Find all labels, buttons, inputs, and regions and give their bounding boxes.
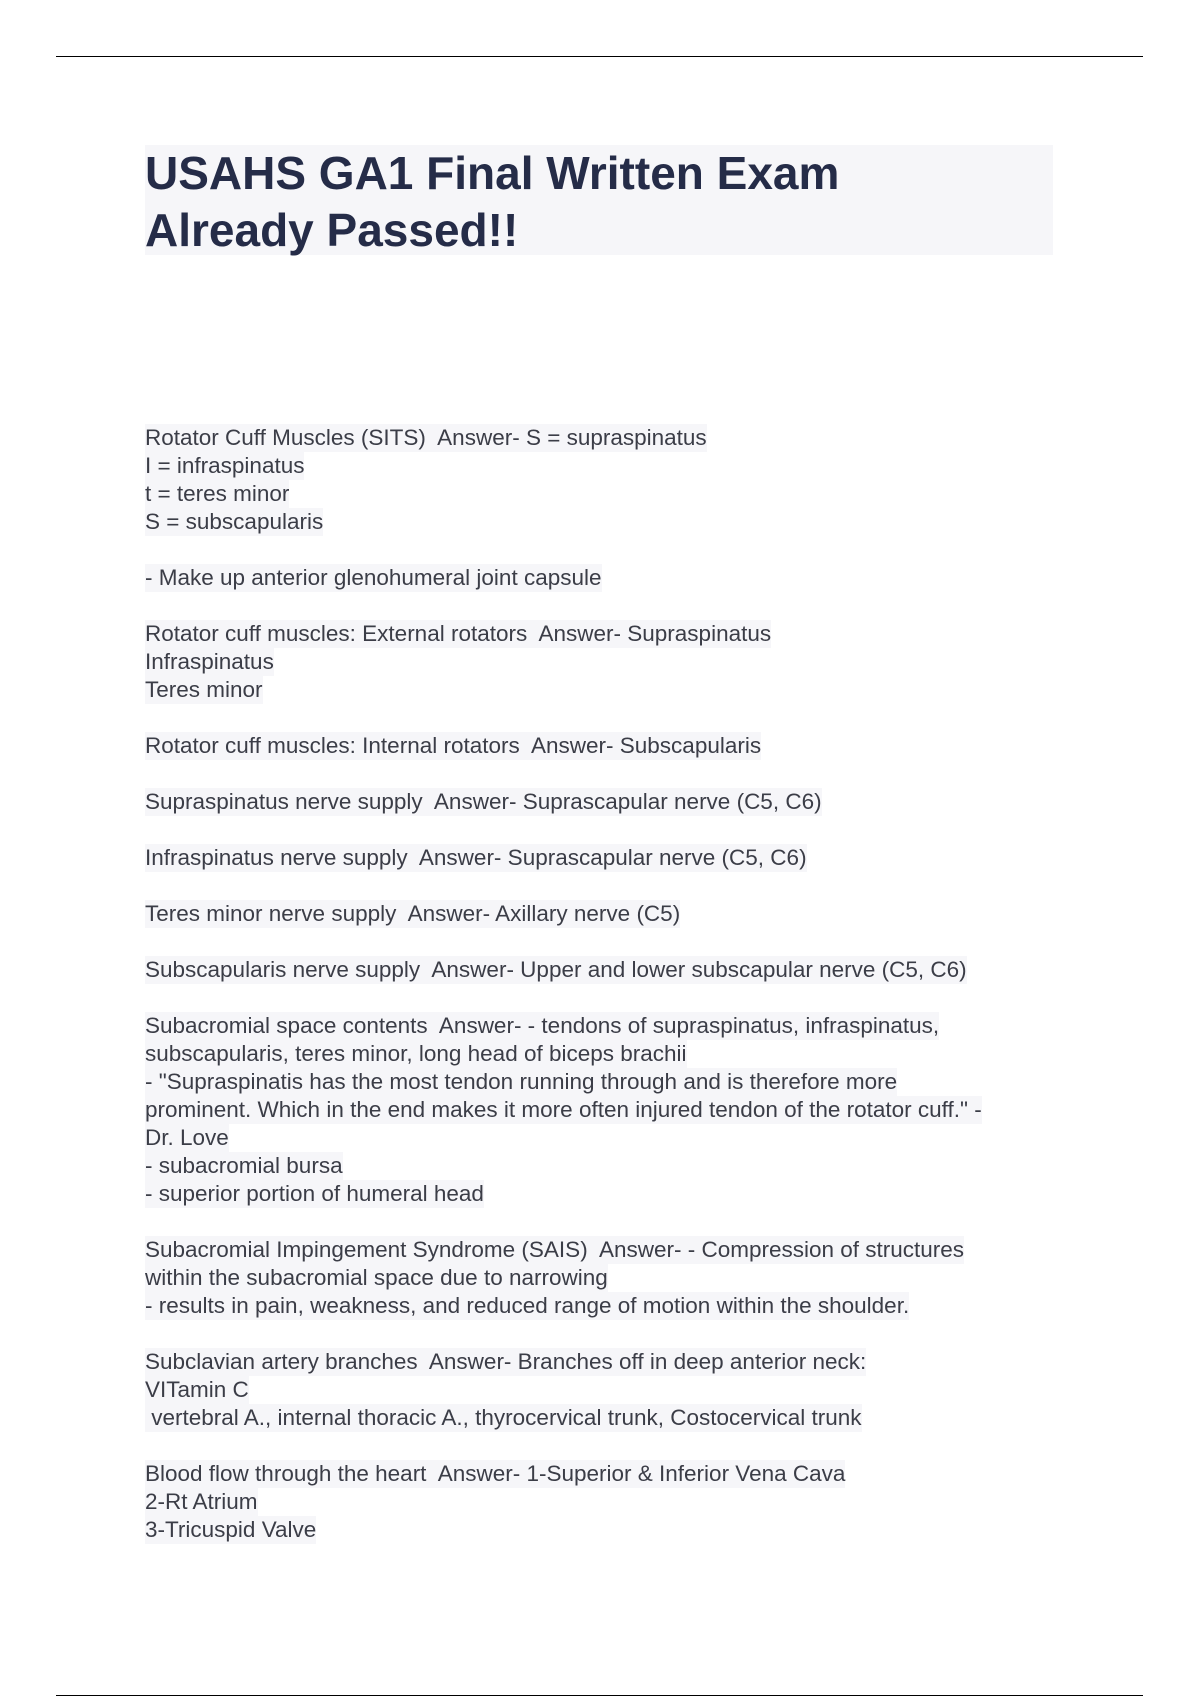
- entry-line: Teres minor: [145, 677, 263, 702]
- entry-line: Teres minor nerve supply Answer- Axillary nerve (C5): [145, 901, 681, 926]
- entry-line: 3-Tricuspid Valve: [145, 1517, 317, 1542]
- title-line-1: USAHS GA1 Final Written Exam: [145, 147, 840, 199]
- title-line-2: Already Passed!!: [145, 204, 519, 256]
- entry-line: Supraspinatus nerve supply Answer- Suprascapular nerve (C5, C6): [145, 789, 822, 814]
- qa-entry: [145, 956, 1075, 984]
- entry-line: Infraspinatus: [145, 649, 274, 674]
- entry-line: Rotator cuff muscles: External rotators Answer- Supraspinatus: [145, 621, 772, 646]
- qa-entry: [145, 1460, 1075, 1544]
- qa-entry: [145, 564, 1075, 592]
- page-title: [145, 145, 1053, 259]
- entry-line: Subacromial Impingement Syndrome (SAIS) Answer- - Compression of structures: [145, 1237, 965, 1262]
- qa-entry: [145, 900, 1075, 928]
- entry-line: - Make up anterior glenohumeral joint capsule: [145, 565, 602, 590]
- entry-line: Blood flow through the heart Answer- 1-Superior & Inferior Vena Cava: [145, 1461, 846, 1486]
- entry-line: Subscapularis nerve supply Answer- Upper and lower subscapular nerve (C5, C6): [145, 957, 967, 982]
- entry-line: 2-Rt Atrium: [145, 1489, 258, 1514]
- qa-entry: [145, 1236, 1075, 1320]
- entry-line: Subclavian artery branches Answer- Branches off in deep anterior neck:: [145, 1349, 867, 1374]
- entry-line: prominent. Which in the end makes it more often injured tendon of the rotator cuff." -: [145, 1097, 982, 1122]
- qa-entry: [145, 620, 1075, 704]
- document-body: [145, 424, 1075, 1572]
- entry-line: Rotator Cuff Muscles (SITS) Answer- S = supraspinatus: [145, 425, 707, 450]
- entry-line: Infraspinatus nerve supply Answer- Suprascapular nerve (C5, C6): [145, 845, 807, 870]
- entry-line: - subacromial bursa: [145, 1153, 343, 1178]
- entry-line: Dr. Love: [145, 1125, 229, 1150]
- footer-rule: [56, 1695, 1143, 1696]
- entry-line: t = teres minor: [145, 481, 290, 506]
- entry-line: I = infraspinatus: [145, 453, 305, 478]
- qa-entry: [145, 732, 1075, 760]
- entry-line: Subacromial space contents Answer- - tendons of supraspinatus, infraspinatus,: [145, 1013, 940, 1038]
- qa-entry: [145, 788, 1075, 816]
- entry-line: - superior portion of humeral head: [145, 1181, 484, 1206]
- entry-line: subscapularis, teres minor, long head of biceps brachii: [145, 1041, 687, 1066]
- qa-entry: [145, 1348, 1075, 1432]
- qa-entry: [145, 424, 1075, 536]
- entry-line: within the subacromial space due to narrowing: [145, 1265, 608, 1290]
- entry-line: VITamin C: [145, 1377, 249, 1402]
- entry-line: - results in pain, weakness, and reduced range of motion within the shoulder.: [145, 1293, 910, 1318]
- entry-line: vertebral A., internal thoracic A., thyrocervical trunk, Costocervical trunk: [145, 1405, 862, 1430]
- entry-line: S = subscapularis: [145, 509, 324, 534]
- qa-entry: [145, 1012, 1075, 1208]
- qa-entry: [145, 844, 1075, 872]
- entry-line: - "Supraspinatis has the most tendon running through and is therefore more: [145, 1069, 898, 1094]
- header-rule: [56, 56, 1143, 57]
- entry-line: Rotator cuff muscles: Internal rotators Answer- Subscapularis: [145, 733, 762, 758]
